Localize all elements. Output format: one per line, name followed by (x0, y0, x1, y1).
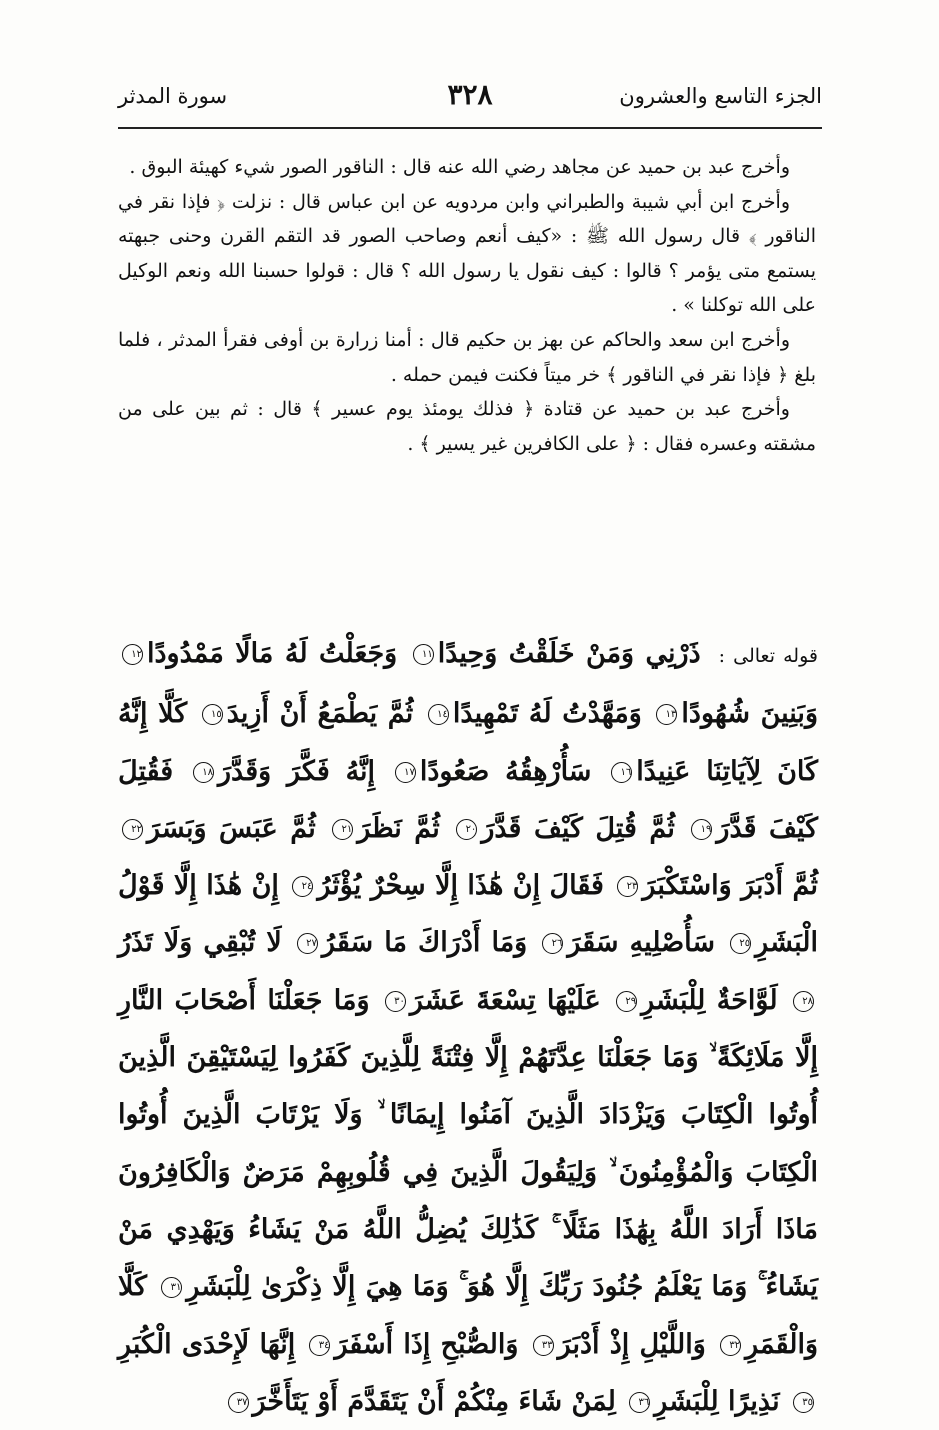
verse-text: لِمَنْ شَاءَ مِنْكُمْ أَنْ يَتَقَدَّمَ أَوْ يَتَأَخَّرَ (252, 1385, 616, 1417)
verse-text: كَلَّا إِنَّهُ كَانَ لِآيَاتِنَا عَنِيدًا (118, 698, 818, 787)
commentary-text (118, 150, 816, 461)
ayah-number-marker: ٢٠ (456, 819, 477, 840)
ayah-number-marker: ١٨ (193, 762, 214, 783)
verse-text: وَمَا أَدْرَاكَ مَا سَقَرُ (321, 927, 528, 959)
verse-text: وَالصُّبْحِ إِذَا أَسْفَرَ (334, 1328, 519, 1360)
ayah-number-marker: ٢٧ (297, 933, 318, 954)
ayah-number-marker: ٢٥ (730, 933, 751, 954)
ayah-number-marker: ١٩ (691, 819, 712, 840)
verse-text: عَلَيْهَا تِسْعَةَ عَشَرَ (409, 984, 601, 1016)
verse-text: ثُمَّ يَطْمَعُ أَنْ أَزِيدَ (226, 698, 414, 730)
ayah-number-marker: ٢٦ (542, 933, 563, 954)
commentary-paragraph: وأخرج عبد بن حميد عن قتادة ﴿ فذلك يومئذ يوم عسير ﴾ قال : ثم بين على من مشقته وعسره فقال : ﴿ على الكافرين غير يسير ﴾ . (118, 398, 816, 455)
ayah-number-marker: ٢١ (332, 819, 353, 840)
verse-text: كَلَّا وَالْقَمَرِ (118, 1271, 818, 1360)
verse-text: سَأُرْهِقُهُ صَعُودًا (419, 755, 592, 787)
verse-text: إِنْ هَٰذَا إِلَّا قَوْلُ الْبَشَرِ (118, 870, 819, 959)
verse-text: ثُمَّ قُتِلَ كَيْفَ قَدَّرَ (481, 812, 675, 844)
verse-text: ثُمَّ أَدْبَرَ وَاسْتَكْبَرَ (642, 870, 818, 902)
verse-text: ذَرْنِي وَمَنْ خَلَقْتُ وَحِيدًا (437, 638, 701, 669)
ayah-number-marker: ٣٧ (228, 1392, 249, 1413)
surah-title: سورة المدثر (118, 84, 228, 108)
verse-text: سَأُصْلِيهِ سَقَرَ (567, 927, 716, 959)
ayah-number-marker: ٣٥ (793, 1392, 814, 1413)
ayah-number-marker: ٣٢ (720, 1335, 741, 1356)
ayah-number-marker: ٢٣ (617, 876, 638, 897)
verse-text: وَمَا جَعَلْنَا أَصْحَابَ النَّارِ إِلَّا مَلَائِكَةً ۙ وَمَا جَعَلْنَا عِدَّتَهُمْ إِلَّا فِتْنَةً لِلَّذِينَ كَفَرُوا لِيَسْتَيْقِنَ الَّذِينَ أُوتُوا الْكِتَابَ وَيَزْدَادَ الَّذِينَ آمَنُوا إِيمَانًا ۙ وَلَا يَرْتَابَ الَّذِينَ أُوتُوا الْكِتَابَ وَالْمُؤْمِنُونَ ۙ وَلِيَقُولَ الَّذِينَ فِي قُلُوبِهِمْ مَرَضٌ وَالْكَافِرُونَ مَاذَا أَرَادَ اللَّهُ بِهَٰذَا مَثَلًا ۚ كَذَٰلِكَ يُضِلُّ اللَّهُ مَنْ يَشَاءُ وَيَهْدِي مَنْ يَشَاءُ ۚ وَمَا يَعْلَمُ جُنُودَ رَبِّكَ إِلَّا هُوَ ۚ وَمَا هِيَ إِلَّا ذِكْرَىٰ لِلْبَشَرِ (118, 984, 818, 1303)
ayah-number-marker: ١٤ (428, 704, 449, 725)
verse-text: ثُمَّ عَبَسَ وَبَسَرَ (147, 812, 316, 844)
ayah-number-marker: ١٢ (122, 644, 143, 665)
ayah-number-marker: ٣٤ (309, 1335, 330, 1356)
ayah-number-marker: ١٦ (611, 762, 632, 783)
verse-text: إِنَّهُ فَكَّرَ وَقَدَّرَ (218, 755, 376, 787)
ayah-number-marker: ٢٢ (122, 819, 143, 840)
verse-text: ثُمَّ نَظَرَ (357, 812, 440, 844)
ayah-number-marker: ٣٦ (629, 1392, 650, 1413)
ayah-number-marker: ١٥ (202, 704, 223, 725)
ayah-number-marker: ٣٣ (533, 1335, 554, 1356)
verse-text: فَقُتِلَ كَيْفَ قَدَّرَ (118, 755, 818, 844)
verse-text: لَوَّاحَةٌ لِلْبَشَرِ (641, 984, 778, 1016)
verse-text: وَبَنِينَ شُهُودًا (681, 698, 818, 730)
header-rule (118, 127, 822, 129)
commentary-paragraph: وأخرج عبد بن حميد عن مجاهد رضي الله عنه قال : الناقور الصور شيء كهيئة البوق . (129, 156, 790, 178)
verse-text: فَقَالَ إِنْ هَٰذَا إِلَّا سِحْرٌ يُؤْثَرُ (317, 870, 604, 902)
ayah-number-marker: ١٧ (395, 762, 416, 783)
ayah-number-marker: ٢٨ (793, 991, 814, 1012)
ayah-number-marker: ٢٩ (616, 991, 637, 1012)
verse-intro: قوله تعالى : (718, 645, 818, 667)
verse-text: إِنَّهَا لَإِحْدَى الْكُبَرِ (118, 1328, 296, 1360)
verse-text: وَاللَّيْلِ إِذْ أَدْبَرَ (557, 1328, 706, 1360)
commentary-paragraph: وأخرج ابن سعد والحاكم عن بهز بن حكيم قال : أمنا زرارة بن أوفى فقرأ المدثر ، فلما بلغ ﴿ فإذا نقر في الناقور ﴾ خر ميتاً فكنت فيمن حمله . (118, 328, 816, 386)
quran-verses (118, 625, 818, 1430)
page-header (118, 78, 822, 122)
page-number: ٣٢٨ (447, 78, 493, 111)
verse-text: لَا تُبْقِي وَلَا تَذَرُ (118, 927, 282, 959)
ayah-number-marker: ٣١ (161, 1277, 182, 1298)
commentary-paragraph: وأخرج ابن أبي شيبة والطبراني وابن مردويه عن ابن عباس قال : نزلت ﴿ فإذا نقر في الناقور ﴾ قال رسول الله ﷺ : «كيف أنعم وصاحب الصور قد التقم القرن وحنى جبهته يستمع متى يؤمر ؟ قالوا : كيف نقول يا رسول الله ؟ قال : قولوا حسبنا الله ونعم الوكيل على الله توكلنا » . (118, 190, 816, 317)
ayah-number-marker: ٣٠ (385, 991, 406, 1012)
verse-text: نَذِيرًا لِلْبَشَرِ (654, 1385, 780, 1417)
ayah-number-marker: ١١ (413, 644, 434, 665)
ayah-number-marker: ١٣ (656, 704, 677, 725)
verse-text: وَمَهَّدْتُ لَهُ تَمْهِيدًا (452, 698, 642, 730)
verse-text: وَجَعَلْتُ لَهُ مَالًا مَمْدُودًا (147, 638, 398, 669)
part-title: الجزء التاسع والعشرون (619, 84, 822, 108)
ayah-number-marker: ٢٤ (292, 876, 313, 897)
